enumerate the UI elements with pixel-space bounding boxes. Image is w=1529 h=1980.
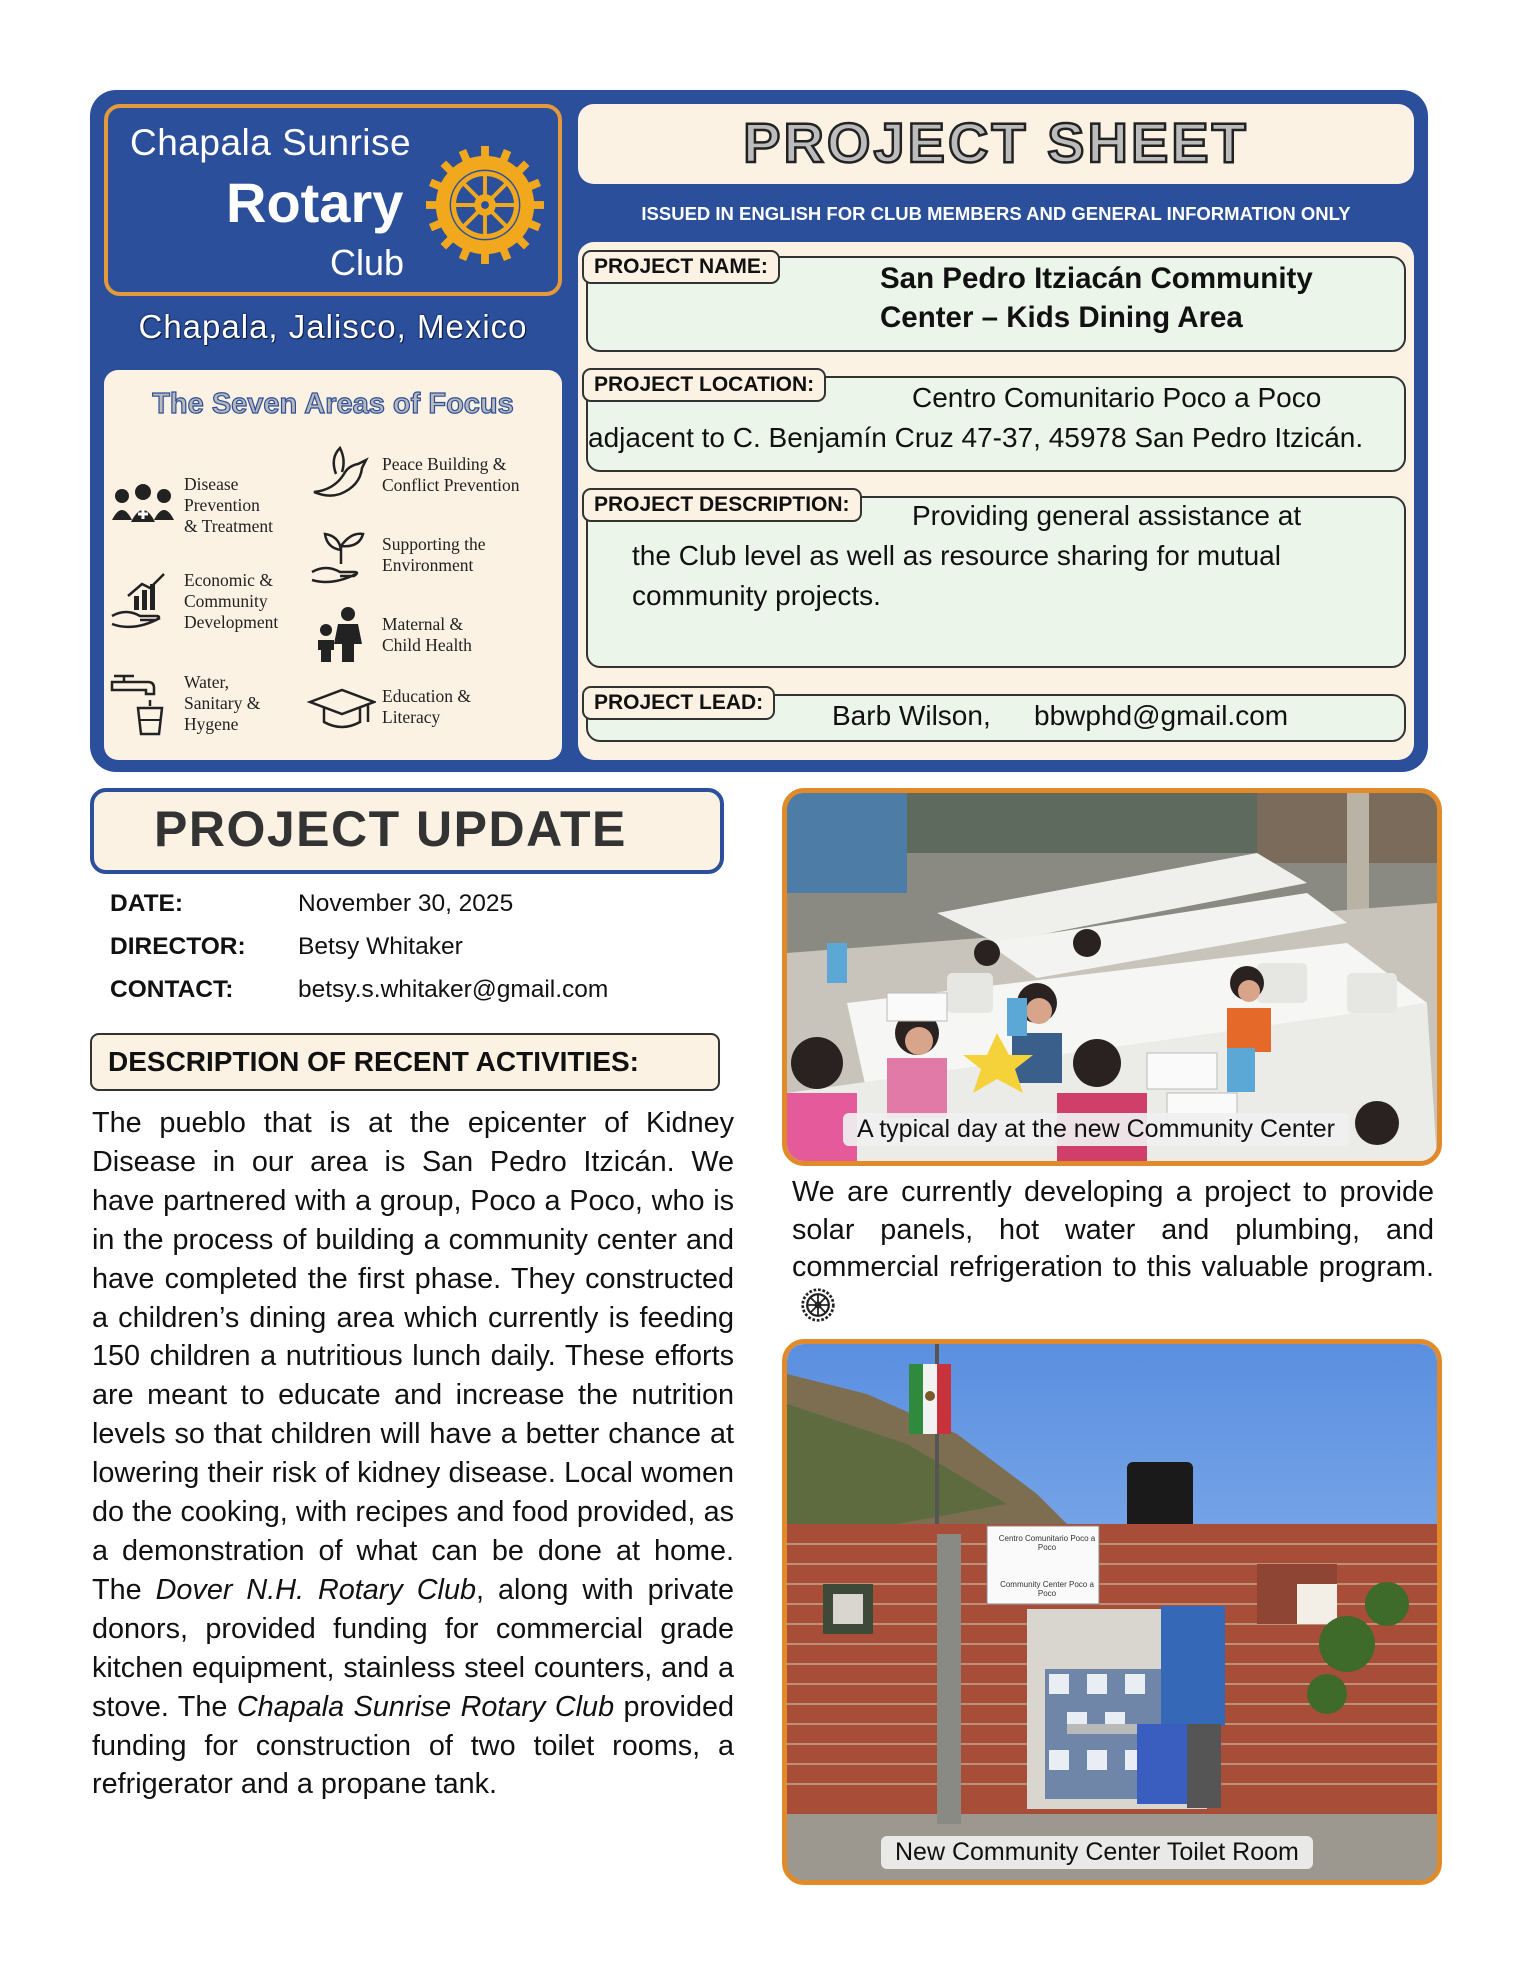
- project-lead-name: Barb Wilson,: [832, 700, 991, 731]
- page-title: PROJECT SHEET: [743, 111, 1249, 174]
- project-description-line-1: Providing general assistance at: [912, 500, 1302, 531]
- dining-area-illustration: [787, 793, 1437, 1161]
- photo-1-caption: A typical day at the new Community Center: [843, 1113, 1349, 1146]
- logo-line-2: Rotary: [226, 171, 404, 234]
- focus-item-disease: [108, 470, 273, 540]
- solar-project-paragraph: [792, 1174, 1434, 1325]
- center-sign-line-2: Community Center Poco a Poco: [1000, 1580, 1094, 1598]
- focus-item-economic: [108, 566, 278, 636]
- center-sign-line-1: Centro Comunitario Poco a Poco: [998, 1534, 1096, 1552]
- growth-chart-hand-icon: [108, 566, 178, 636]
- contact-label: CONTACT:: [110, 976, 234, 1003]
- focus-item-peace: [306, 440, 520, 510]
- people-health-icon: [108, 470, 178, 540]
- activities-header-box: [90, 1033, 720, 1091]
- project-location-label: PROJECT LOCATION:: [582, 368, 826, 402]
- focus-item-water: [108, 668, 260, 738]
- project-name-line-1: San Pedro Itziacán Community: [880, 262, 1313, 295]
- club-logo: [104, 104, 562, 296]
- activities-paragraph: [92, 1104, 734, 1804]
- activities-italic-dover: Dover N.H. Rotary Club: [155, 1573, 476, 1606]
- activities-italic-chapala: Chapala Sunrise Rotary Club: [236, 1690, 615, 1723]
- activities-header: DESCRIPTION OF RECENT ACTIVITIES:: [108, 1046, 639, 1077]
- project-update-title: PROJECT UPDATE: [154, 801, 627, 857]
- logo-line-3: Club: [330, 242, 405, 283]
- activities-text-3: provided funding for construction of two toilet rooms, a refrigerator and a propane tank.: [92, 1690, 734, 1801]
- location-title: Chapala, Jalisco, Mexico: [138, 308, 528, 345]
- issued-notice: ISSUED IN ENGLISH FOR CLUB MEMBERS AND GENERAL INFORMATION ONLY: [641, 203, 1351, 224]
- contact-email[interactable]: betsy.s.whitaker@gmail.com: [298, 976, 609, 1003]
- rotary-wheel-icon: [800, 1287, 836, 1323]
- dove-icon: [306, 440, 376, 510]
- focus-item-environment: [306, 520, 486, 590]
- focus-item-education: [306, 672, 471, 742]
- project-lead-label: PROJECT LEAD:: [582, 686, 775, 720]
- focus-label: Education & Literacy: [382, 686, 471, 727]
- project-description-label: PROJECT DESCRIPTION:: [582, 488, 862, 522]
- project-update-title-box: [90, 788, 724, 874]
- mother-child-icon: [306, 600, 376, 670]
- rotary-wheel-icon: [426, 146, 544, 264]
- project-location-line-2: adjacent to C. Benjamín Cruz 47-37, 45978 San Pedro Itzicán.: [588, 422, 1364, 453]
- project-name-label: PROJECT NAME:: [582, 250, 780, 284]
- photo-2-caption: New Community Center Toilet Room: [881, 1836, 1313, 1869]
- water-tap-icon: [108, 668, 178, 738]
- solar-project-text: We are currently developing a project to provide solar panels, hot water and plumbing, and commercial refrigeration to this valuable program.: [792, 1176, 1434, 1283]
- project-lead-email[interactable]: bbwphd@gmail.com: [1034, 700, 1289, 731]
- director-value: Betsy Whitaker: [298, 933, 463, 960]
- dining-area-photo: [782, 788, 1442, 1166]
- toilet-room-illustration: [787, 1344, 1437, 1880]
- focus-label: Maternal & Child Health: [382, 614, 472, 655]
- project-info-panel: [578, 242, 1414, 760]
- sprout-hand-icon: [306, 520, 376, 590]
- focus-label: Peace Building & Conflict Prevention: [382, 454, 520, 495]
- focus-label: Supporting the Environment: [382, 534, 486, 575]
- focus-title: The Seven Areas of Focus: [152, 388, 514, 420]
- project-sheet-title-bar: [578, 104, 1414, 184]
- date-value: November 30, 2025: [298, 890, 514, 917]
- toilet-room-photo: [782, 1339, 1442, 1885]
- date-label: DATE:: [110, 890, 184, 917]
- focus-item-maternal: [306, 600, 472, 670]
- project-description-line-2: the Club level as well as resource sharing for mutual: [632, 540, 1281, 571]
- graduation-cap-icon: [306, 672, 376, 742]
- logo-line-1: Chapala Sunrise: [130, 122, 412, 163]
- project-description-line-3: community projects.: [632, 580, 881, 611]
- project-location-line-1: Centro Comunitario Poco a Poco: [912, 382, 1322, 413]
- project-name-line-2: Center – Kids Dining Area: [880, 301, 1243, 334]
- director-label: DIRECTOR:: [110, 933, 246, 960]
- focus-label: Economic & Community Development: [184, 569, 279, 632]
- activities-text-2: , along with private donors, provided funding for commercial grade kitchen equipment, stainless steel counters, and a stove. The: [92, 1573, 735, 1723]
- areas-of-focus-panel: [104, 370, 562, 760]
- focus-label: Disease Prevention & Treatment: [184, 473, 273, 536]
- activities-text-1: The pueblo that is at the epicenter of Kidney Disease in our area is San Pedro Itzicán. We have partnered with a group, Poco a Poco, who is in the process of building a community center and have completed the first phase. They constructed a children’s dining area which currently is feeding 150 children a nutritious lunch daily. These efforts are meant to educate and increase the nutrition levels so that children will have a better chance at lowering their risk of kidney disease. Local women do the cooking, with recipes and food provided, as a demonstration of what can be done at home. The: [92, 1107, 734, 1606]
- focus-label: Water, Sanitary & Hygene: [184, 671, 261, 734]
